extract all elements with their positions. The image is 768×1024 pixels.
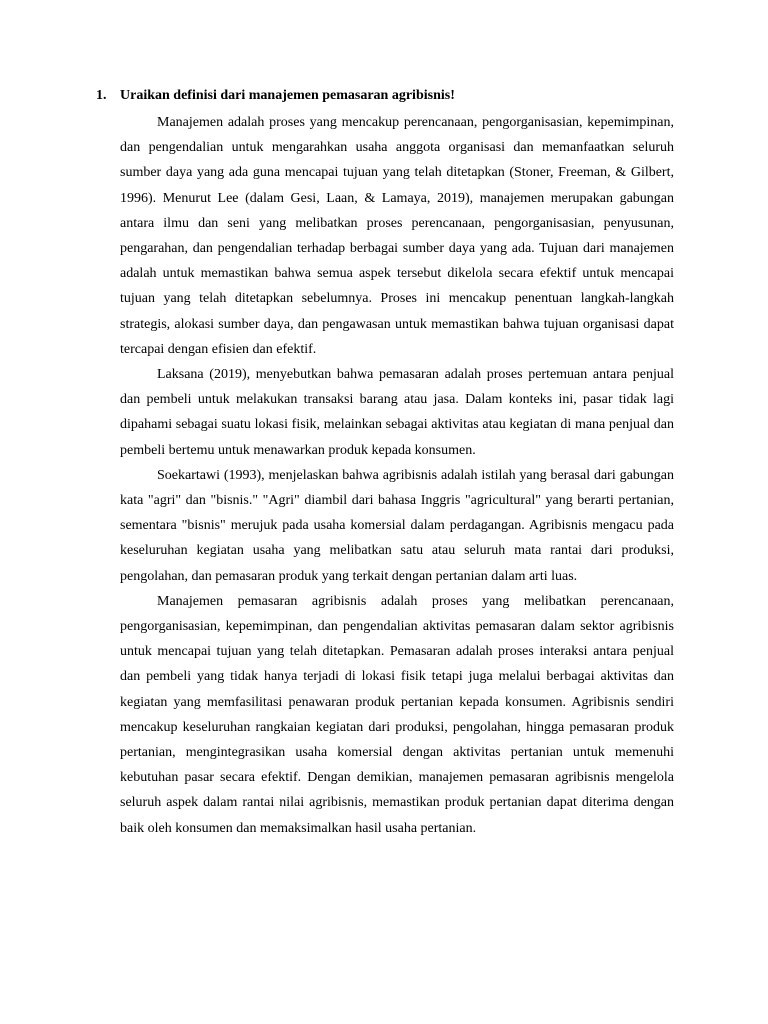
paragraph-management-definition: Manajemen adalah proses yang mencakup perencanaan, pengorganisasian, kepemimpinan, dan pengendalian untuk mengarahkan usaha anggota organisasi dan memanfaatkan seluruh sumber daya yang ada guna mencapai tujuan yang telah ditetapkan (Stoner, Freeman, & Gilbert, 1996). Menurut Lee (dalam Gesi, Laan, & Lamaya, 2019), manajemen merupakan gabungan antara ilmu dan seni yang melibatkan proses perencanaan, pengorganisasian, penyusunan, pengarahan, dan pengendalian terhadap berbagai sumber daya yang ada. Tujuan dari manajemen adalah untuk memastikan bahwa semua aspek tersebut dikelola secara efektif untuk mencapai tujuan yang telah ditetapkan sebelumnya. Proses ini mencakup penentuan langkah-langkah strategis, alokasi sumber daya, dan pengawasan untuk memastikan bahwa tujuan organisasi dapat tercapai dengan efisien dan efektif. xyxy=(120,115,674,357)
question-heading xyxy=(96,86,676,106)
paragraph-agribusiness-marketing-management: Manajemen pemasaran agribisnis adalah proses yang melibatkan perencanaan, pengorganisasian, kepemimpinan, dan pengendalian aktivitas pemasaran dalam sektor agribisnis untuk mencapai tujuan yang telah ditetapkan. Pemasaran adalah proses interaksi antara penjual dan pembeli yang tidak hanya terjadi di lokasi fisik tetapi juga melalui berbagai aktivitas dan kegiatan yang memfasilitasi penawaran produk pertanian kepada konsumen. Agribisnis sendiri mencakup keseluruhan rangkaian kegiatan dari produksi, pengolahan, hingga pemasaran produk pertanian, mengintegrasikan usaha komersial dengan aktivitas pertanian untuk memenuhi kebutuhan pasar secara efektif. Dengan demikian, manajemen pemasaran agribisnis mengelola seluruh aspek dalam rantai nilai agribisnis, memastikan produk pertanian dapat diterima dengan baik oleh konsumen dan memaksimalkan hasil usaha pertanian. xyxy=(120,593,674,836)
question-text: Uraikan definisi dari manajemen pemasaran agribisnis! xyxy=(120,88,455,103)
question-number: 1. xyxy=(96,88,107,103)
answer-body xyxy=(120,110,674,841)
paragraph-marketing-definition: Laksana (2019), menyebutkan bahwa pemasaran adalah proses pertemuan antara penjual dan pembeli untuk melakukan transaksi barang atau jasa. Dalam konteks ini, pasar tidak lagi dipahami sebagai suatu lokasi fisik, melainkan sebagai aktivitas atau kegiatan di mana penjual dan pembeli bertemu untuk menawarkan produk kepada konsumen. xyxy=(120,367,674,458)
paragraph-agribusiness-definition: Soekartawi (1993), menjelaskan bahwa agribisnis adalah istilah yang berasal dari gabungan kata "agri" dan "bisnis." "Agri" diambil dari bahasa Inggris "agricultural" yang berarti pertanian, sementara "bisnis" merujuk pada usaha komersial dalam perdagangan. Agribisnis mengacu pada keseluruhan kegiatan usaha yang melibatkan satu atau seluruh mata rantai dari produksi, pengolahan, dan pemasaran produk yang terkait dengan pertanian dalam arti luas. xyxy=(120,467,674,584)
